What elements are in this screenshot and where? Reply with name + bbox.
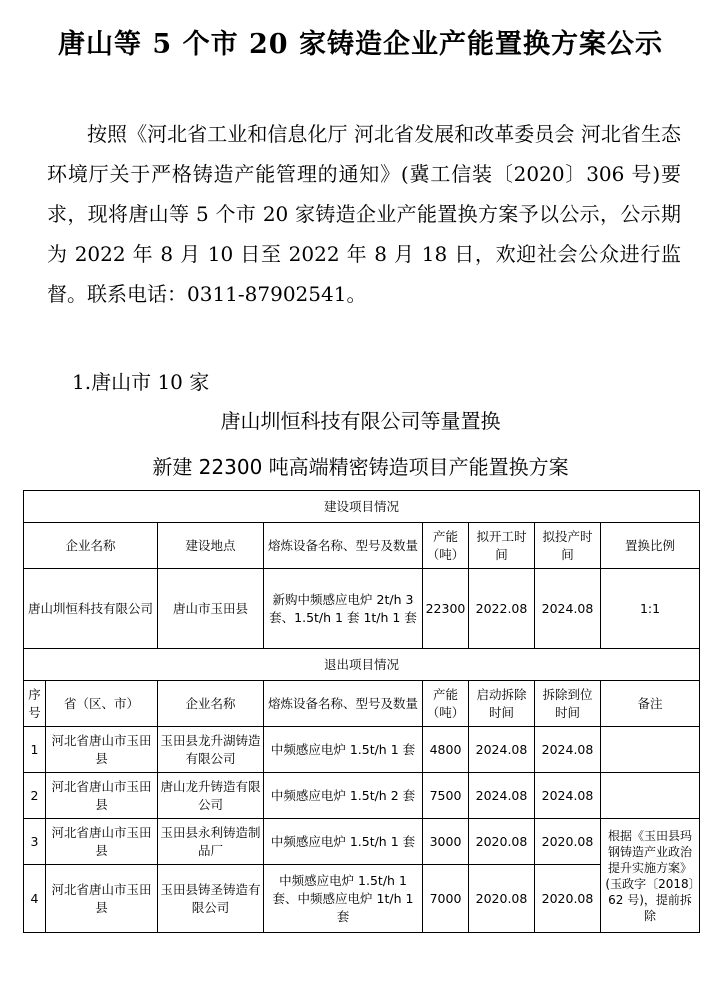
row-start: 2024.08 [469,727,535,773]
row-end: 2024.08 [535,773,601,819]
row-no: 1 [24,727,46,773]
new-project-row [24,569,700,649]
new-company: 唐山圳恒科技有限公司 [24,569,158,649]
col-header-equipment: 熔炼设备名称、型号及数量 [264,523,423,569]
row-capacity: 3000 [423,819,469,865]
col-header-capacity: 产能（吨） [423,523,469,569]
row-equipment: 中频感应电炉 1.5t/h 1 套 [264,727,423,773]
section-heading: 1.唐山市 10 家 [72,370,210,394]
row-no: 4 [24,865,46,933]
row-province: 河北省唐山市玉田县 [46,773,158,819]
intro-paragraph: 按照《河北省工业和信息化厅 河北省发展和改革委员会 河北省生态环境厅关于严格铸造产能管理的通知》(冀工信装〔2020〕306 号)要求，现将唐山等 5 个市 20 家铸造企业产能置换方案予以公示，公示期为 2022 年 8 月 10 日至 2022 年 8 月 18 日，欢迎社会公众进行监督。联系电话：0311-87902541。 [47,122,681,306]
col-header-ratio: 置换比例 [601,523,700,569]
new-location: 唐山市玉田县 [158,569,264,649]
new-equipment: 新购中频感应电炉 2t/h 3 套、1.5t/h 1 套 1t/h 1 套 [264,569,423,649]
col-header-location: 建设地点 [158,523,264,569]
out-column-header-row [24,681,700,727]
new-section-title: 建设项目情况 [24,491,700,523]
col-header-note: 备注 [601,681,700,727]
row-capacity: 7500 [423,773,469,819]
row-province: 河北省唐山市玉田县 [46,865,158,933]
table-row [24,773,700,819]
row-no: 2 [24,773,46,819]
row-company: 玉田县永利铸造制品厂 [158,819,264,865]
col-header-province: 省（区、市） [46,681,158,727]
new-section-header-row [24,491,700,523]
row-company: 玉田县龙升湖铸造有限公司 [158,727,264,773]
col-header-demolish-start: 启动拆除时间 [469,681,535,727]
new-production: 2024.08 [535,569,601,649]
plan-subtitle-project: 新建 22300 吨高端精密铸造项目产能置换方案 [152,455,569,479]
new-column-header-row [24,523,700,569]
row-note-empty [601,727,700,773]
row-company: 唐山龙升铸造有限公司 [158,773,264,819]
capacity-replacement-table [23,490,700,933]
row-province: 河北省唐山市玉田县 [46,819,158,865]
row-start: 2020.08 [469,865,535,933]
col-header-out-company: 企业名称 [158,681,264,727]
row-equipment: 中频感应电炉 1.5t/h 1 套 [264,819,423,865]
new-start: 2022.08 [469,569,535,649]
row-province: 河北省唐山市玉田县 [46,727,158,773]
col-header-start: 拟开工时间 [469,523,535,569]
row-equipment: 中频感应电炉 1.5t/h 2 套 [264,773,423,819]
col-header-production: 拟投产时间 [535,523,601,569]
row-capacity: 7000 [423,865,469,933]
plan-subtitle-company: 唐山圳恒科技有限公司等量置换 [220,409,501,433]
col-header-company: 企业名称 [24,523,158,569]
col-header-out-equipment: 熔炼设备名称、型号及数量 [264,681,423,727]
out-section-title: 退出项目情况 [24,649,700,681]
table-row [24,819,700,865]
row-start: 2024.08 [469,773,535,819]
new-ratio: 1:1 [601,569,700,649]
row-note: 根据《玉田县玛钢铸造产业政治提升实施方案》(玉政字〔2018〕62 号)，提前拆除 [601,819,700,933]
new-capacity: 22300 [423,569,469,649]
row-note-empty [601,773,700,819]
out-section-header-row [24,649,700,681]
row-end: 2020.08 [535,819,601,865]
row-equipment: 中频感应电炉 1.5t/h 1 套、中频感应电炉 1t/h 1 套 [264,865,423,933]
row-company: 玉田县铸圣铸造有限公司 [158,865,264,933]
col-header-demolish-end: 拆除到位时间 [535,681,601,727]
row-end: 2024.08 [535,727,601,773]
table-row [24,865,700,933]
col-header-no: 序号 [24,681,46,727]
row-end: 2020.08 [535,865,601,933]
table-row [24,727,700,773]
row-start: 2020.08 [469,819,535,865]
row-capacity: 4800 [423,727,469,773]
page-title: 唐山等 5 个市 20 家铸造企业产能置换方案公示 [58,29,663,60]
row-no: 3 [24,819,46,865]
col-header-out-capacity: 产能（吨） [423,681,469,727]
